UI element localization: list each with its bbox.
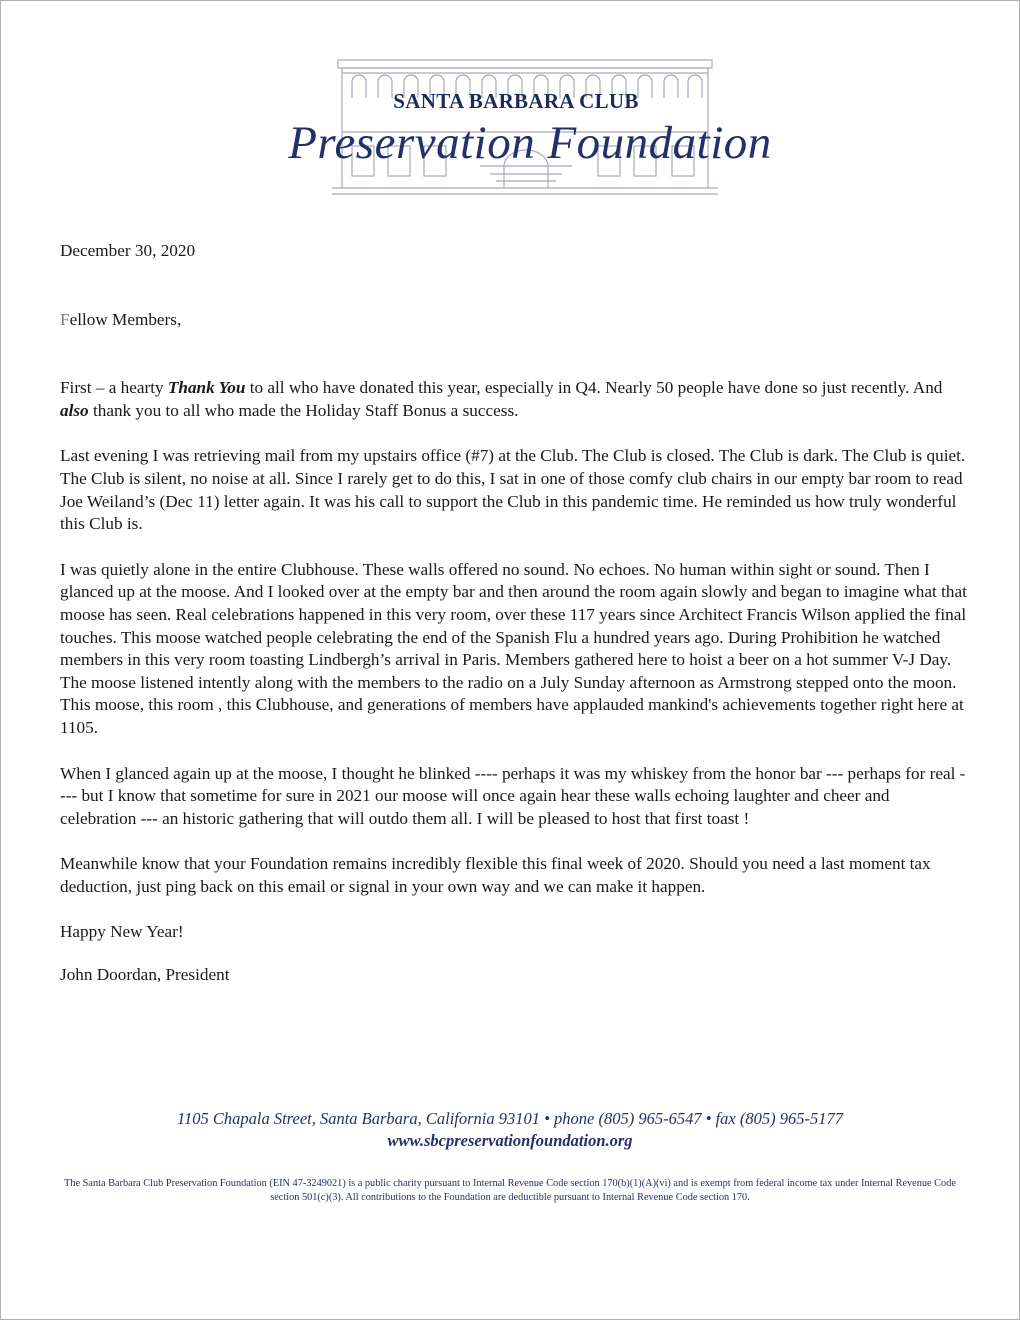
paragraph-thanks-part: First – a hearty [60,378,168,398]
salutation-text: ellow Members, [69,309,182,329]
paragraph-tax-deduction: Meanwhile know that your Foundation remains incredibly flexible this final week of 2020. Should you need a last moment tax deduction, just ping back on this email or signal in your own way and we can make it happen. [60,854,931,896]
closing: Happy New Year! [60,922,184,942]
paragraph-blink: When I glanced again up at the moose, I thought he blinked ---- perhaps it was my whiskey from the honor bar --- perhaps for real ---- but I know that sometime for sure in 2021 our moose will once again hear these walls echoing laughter and cheer and celebration --- an historic gathering that will outdo them all. I will be pleased to host that first toast ! [60,763,966,828]
letterhead-foundation-name: Preservation Foundation [288,117,772,169]
footer [0,1108,1020,1152]
paragraph-thanks-part: to all who have donated this year, especially in Q4. Nearly 50 people have done so just recently. And [245,378,943,398]
paragraph-thanks-part: thank you to all who made the Holiday Staff Bonus a success. [88,400,519,420]
letter-date: December 30, 2020 [60,241,196,260]
also-emphasis: also [60,400,89,420]
signature: John Doordan, President [60,965,230,985]
paragraph-thanks [60,377,970,422]
letter-body [60,240,970,1007]
paragraph-last-evening: Last evening I was retrieving mail from my upstairs office (#7) at the Club. The Club is closed. The Club is dark. The Club is quiet. The Club is silent, no noise at all. Since I rarely get to do this, I sat in one of those comfy club chairs in our empty bar room to read Joe Weiland’s (Dec 11) letter again. It was his call to support the Club in this pandemic time. He reminded us how truly wonderful this Club is. [60,446,966,534]
footer-website: www.sbcpreservationfoundation.org [387,1131,633,1150]
salutation [60,309,970,332]
thank-you-emphasis: Thank You [167,378,246,398]
letterhead [280,56,780,196]
legal-notice: The Santa Barbara Club Preservation Foundation (EIN 47-3249021) is a public charity pursuant to Internal Revenue Code section 170(b)(1)(A)(vi) and is exempt from federal income tax under Internal Revenue Code section 501(c)(3). All contributions to the Foundation are deductible pursuant to Internal Revenue Code section 170. [64,1178,956,1203]
paragraph-moose: I was quietly alone in the entire Clubhouse. These walls offered no sound. No echoes. No human within sight or sound. Then I glanced up at the moose. And I looked over at the empty bar and then around the room again slowly and began to imagine what that moose has seen. Real celebrations happened in this very room, over these 117 years since Architect Francis Wilson applied the final touches. This moose watched people celebrating the end of the Spanish Flu a hundred years ago. During Prohibition he watched members in this very room toasting Lindbergh’s arrival in Paris. Members gathered here to hoist a beer on a hot summer V-J Day. The moose listened intently along with the members to the radio on a July Sunday afternoon as Armstrong stepped onto the moon. This moose, this room , this Clubhouse, and generations of members have applauded mankind's achievements together right here at 1105. [60,559,967,737]
letterhead-club-name: SANTA BARBARA CLUB [393,89,639,113]
footer-address: 1105 Chapala Street, Santa Barbara, California 93101 • phone (805) 965-6547 • fax (805) 965-5177 [176,1109,843,1128]
salutation-initial: F [60,309,70,329]
